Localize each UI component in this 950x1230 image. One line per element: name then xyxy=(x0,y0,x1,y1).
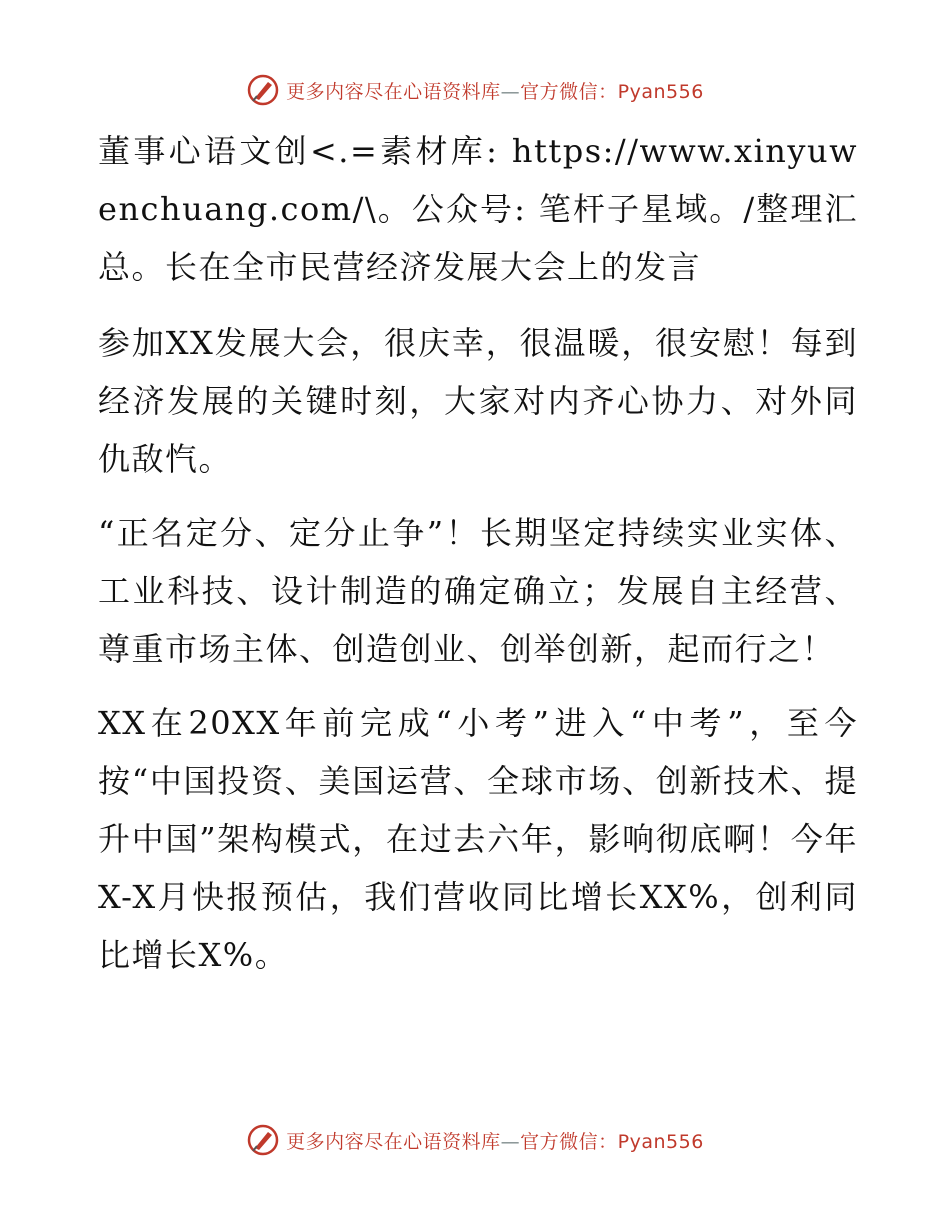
feather-pen-icon xyxy=(246,73,280,107)
document-body xyxy=(98,122,858,1000)
paragraph: “正名定分、定分止争”！长期坚定持续实业实体、工业科技、设计制造的确定确立；发展自主经营、尊重市场主体、创造创业、创举创新，起而行之！ xyxy=(98,514,858,668)
banner-text: 更多内容尽在心语资料库 xyxy=(286,1130,501,1153)
banner-text: 更多内容尽在心语资料库 xyxy=(286,80,501,103)
header-banner xyxy=(0,70,950,110)
footer-banner xyxy=(0,1120,950,1160)
paragraph: 参加XX发展大会，很庆幸，很温暖，很安慰！每到经济发展的关键时刻，大家对内齐心协力、对外同仇敌忾。 xyxy=(98,324,858,478)
paragraph: XX在20XX年前完成“小考”进入“中考”，至今按“中国投资、美国运营、全球市场、创新技术、提升中国”架构模式，在过去六年，影响彻底啊！今年X-X月快报预估，我们营收同比增长XX%，创利同比增长X%。 xyxy=(98,704,858,974)
paragraph-title: 董事心语文创<.=素材库: https://www.xinyuwenchuang.com/\。公众号: 笔杆子星域。/整理汇总。长在全市民营经济发展大会上的发言 xyxy=(98,132,858,286)
banner-separator: — xyxy=(500,1130,521,1153)
banner-wechat: 官方微信：Pyan556 xyxy=(520,1130,704,1153)
feather-pen-icon xyxy=(246,1123,280,1157)
banner-wechat: 官方微信：Pyan556 xyxy=(520,80,704,103)
banner-separator: — xyxy=(500,80,521,103)
